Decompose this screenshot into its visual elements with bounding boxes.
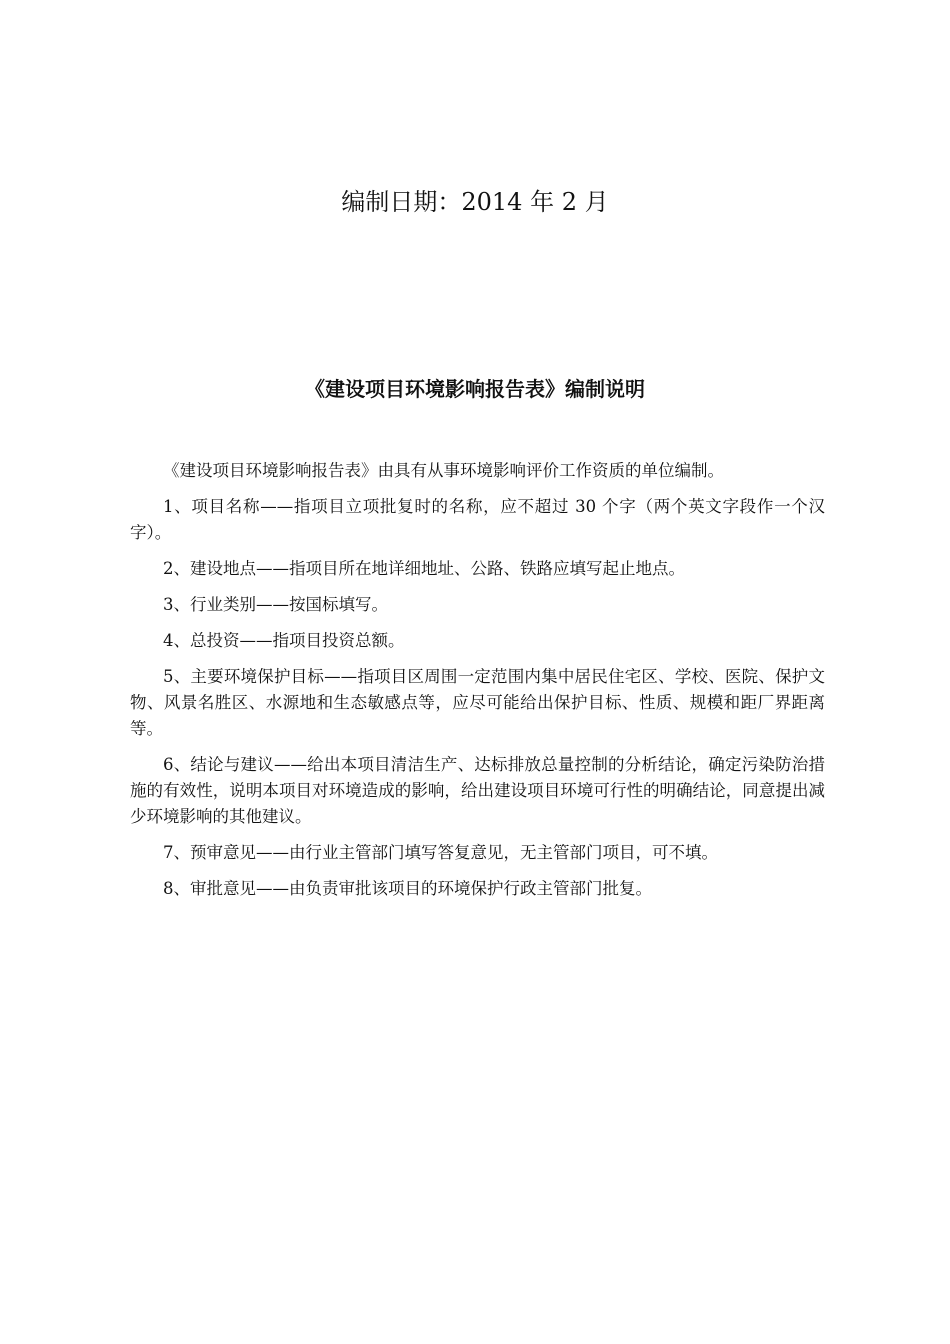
item-approval: 8、审批意见——由负责审批该项目的环境保护行政主管部门批复。 [163, 879, 652, 898]
item-protection-targets: 5、主要环境保护目标——指项目区周围一定范围内集中居民住宅区、学校、医院、保护文物、风景名胜区、水源地和生态敏感点等，应尽可能给出保护目标、性质、规模和距厂界距离等。 [130, 667, 825, 738]
item-project-name: 1、项目名称——指项目立项批复时的名称，应不超过 30 个字（两个英文字段作一个汉字）。 [130, 497, 825, 542]
intro-paragraph: 《建设项目环境影响报告表》由具有从事环境影响评价工作资质的单位编制。 [163, 461, 724, 480]
instructions-body [130, 458, 825, 912]
item-total-investment: 4、总投资——指项目投资总额。 [163, 631, 405, 650]
item-conclusions: 6、结论与建议——给出本项目清洁生产、达标排放总量控制的分析结论，确定污染防治措施的有效性，说明本项目对环境造成的影响，给出建设项目环境可行性的明确结论，同意提出减少环境影响的其他建议。 [130, 755, 825, 826]
compile-date: 编制日期：2014 年 2 月 [341, 188, 609, 216]
item-pre-review: 7、预审意见——由行业主管部门填写答复意见，无主管部门项目，可不填。 [163, 843, 718, 862]
instructions-title: 《建设项目环境影响报告表》编制说明 [305, 377, 645, 401]
item-industry-category: 3、行业类别——按国标填写。 [163, 595, 388, 614]
item-construction-site: 2、建设地点——指项目所在地详细地址、公路、铁路应填写起止地点。 [163, 559, 685, 578]
